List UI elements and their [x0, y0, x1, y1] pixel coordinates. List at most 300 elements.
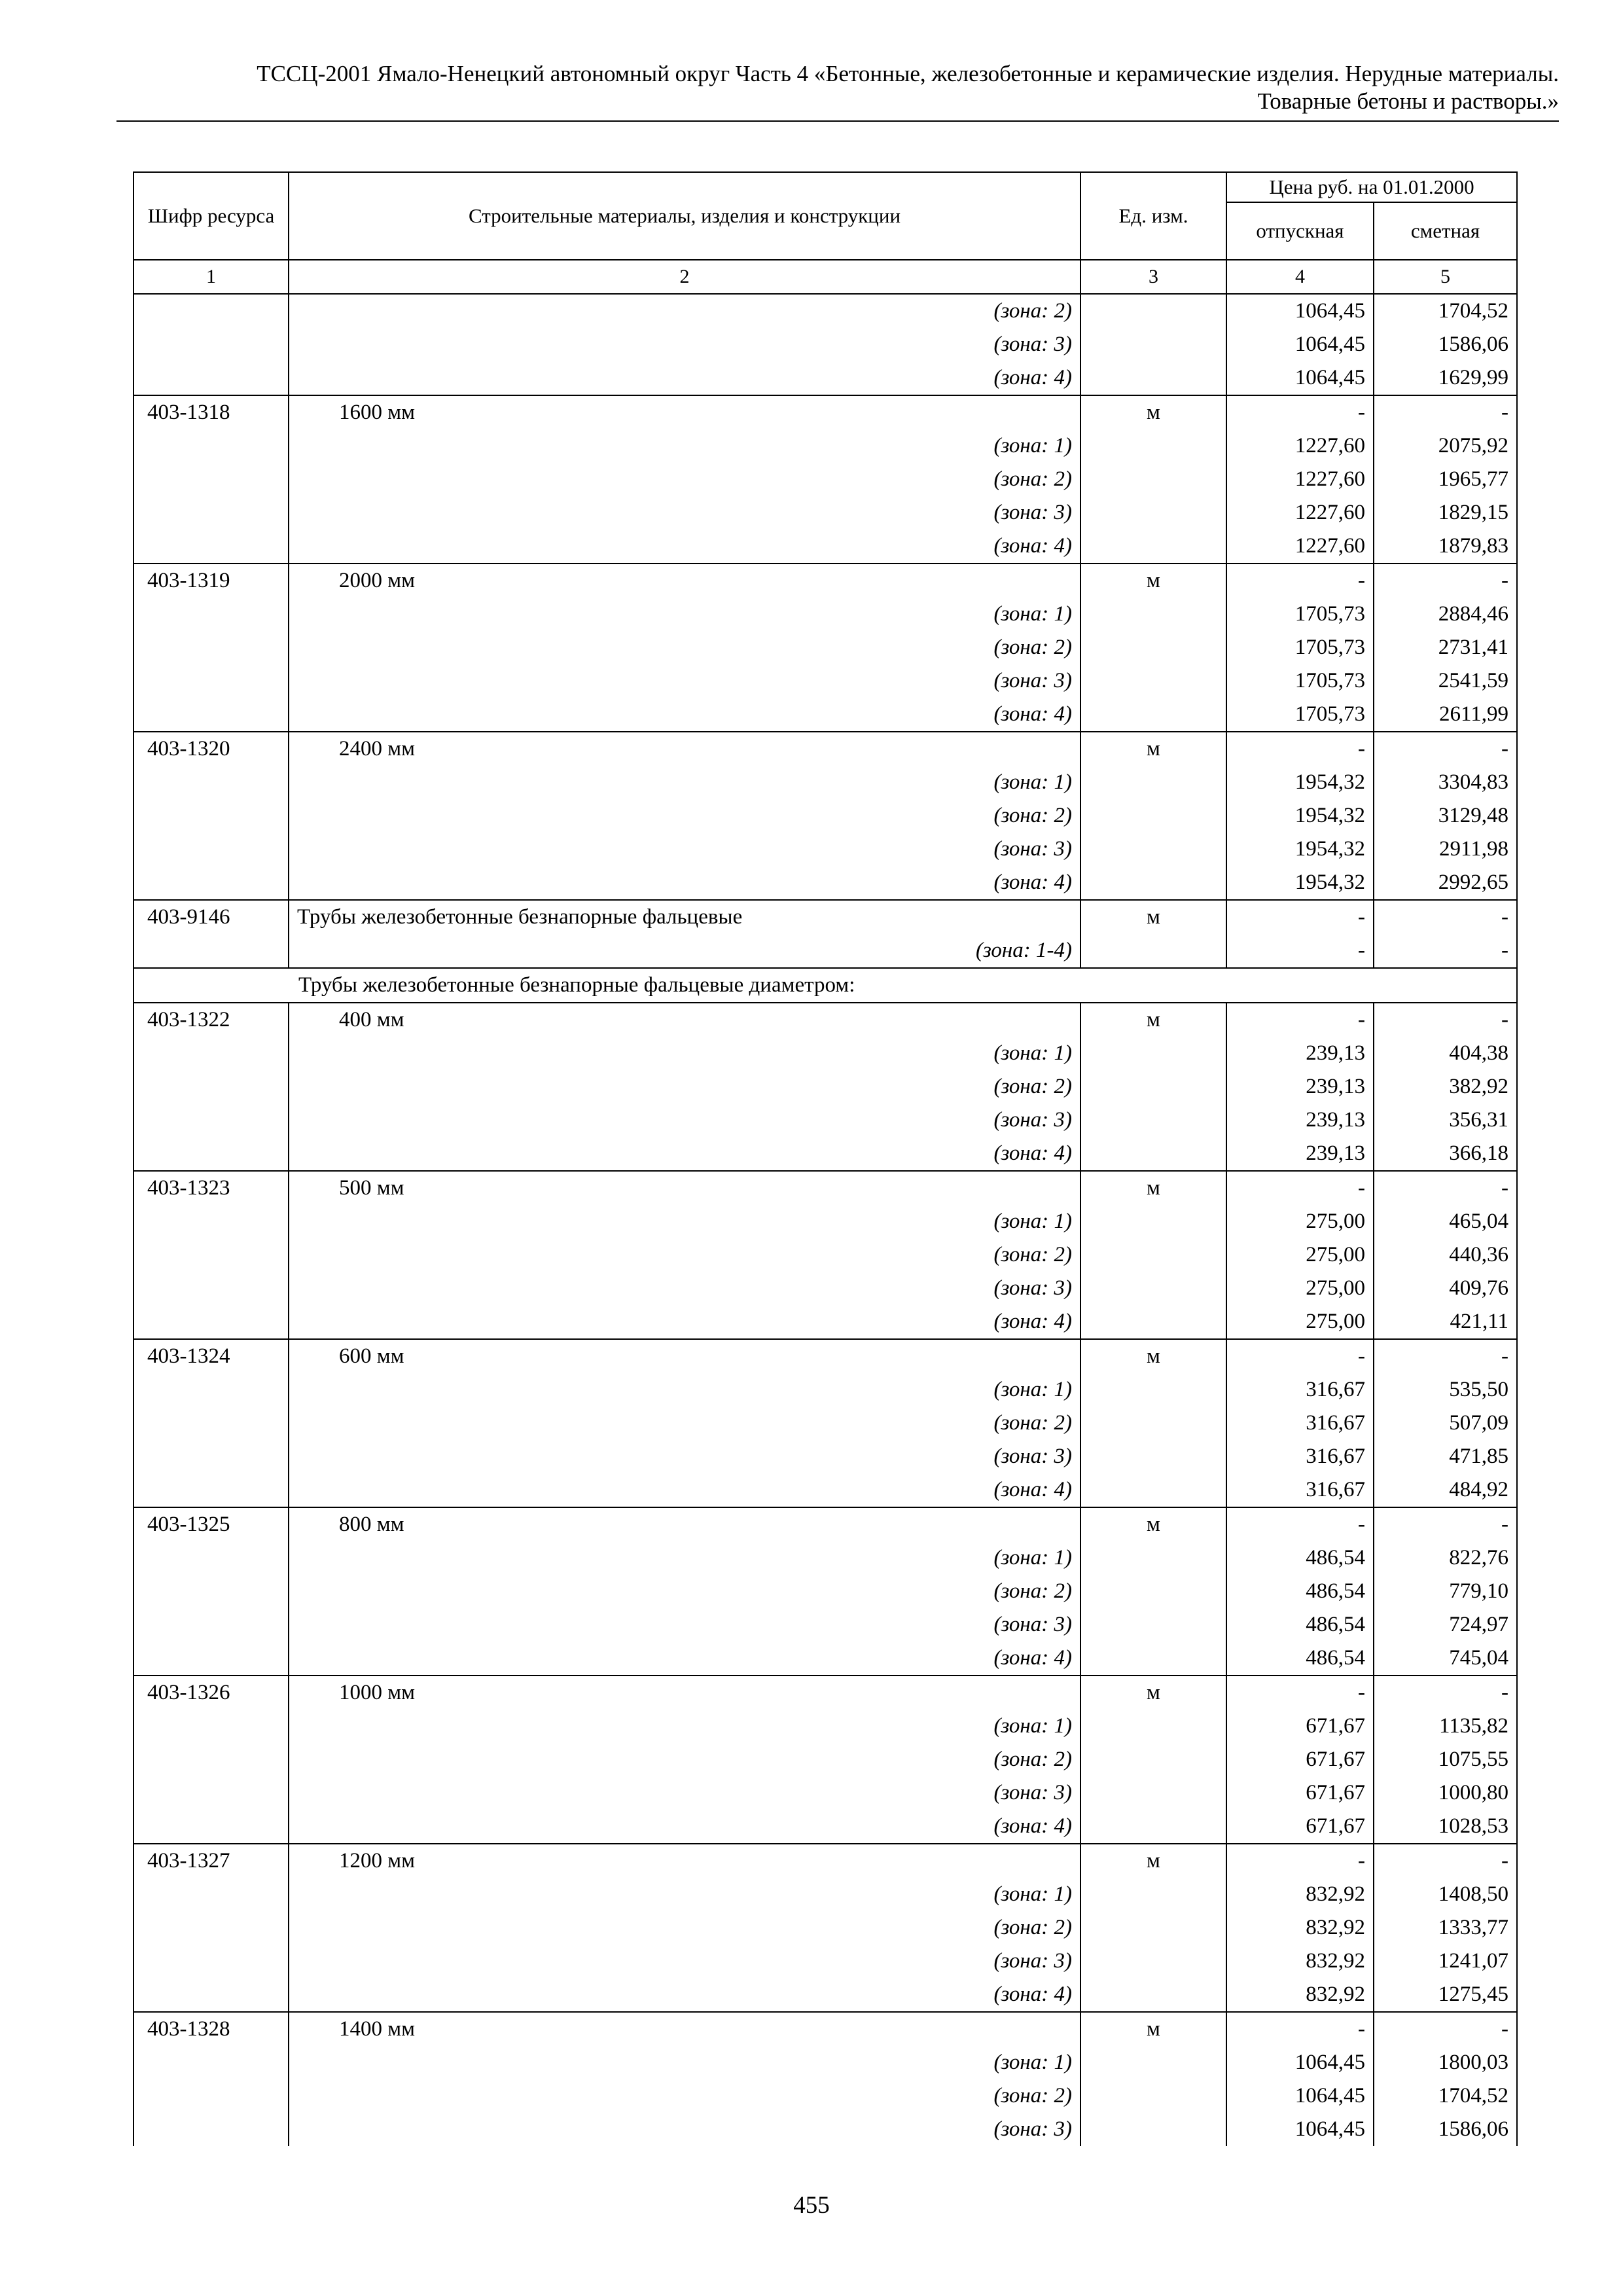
estimate-price: 2731,41 — [1374, 631, 1517, 664]
resource-code — [134, 2046, 289, 2079]
resource-code — [134, 1710, 289, 1743]
release-price: 1705,73 — [1226, 598, 1374, 631]
estimate-price: 1075,55 — [1374, 1743, 1517, 1776]
column-number: 4 — [1226, 260, 1374, 294]
table-row — [134, 1844, 1517, 1878]
resource-code — [134, 2079, 289, 2113]
column-number: 3 — [1080, 260, 1226, 294]
table-row — [134, 1272, 1517, 1305]
unit-cell — [1080, 698, 1226, 732]
table-row — [134, 1507, 1517, 1541]
table-row — [134, 1238, 1517, 1272]
resource-code — [134, 833, 289, 866]
estimate-price: 1333,77 — [1374, 1911, 1517, 1945]
resource-code — [134, 766, 289, 799]
page-header — [116, 60, 1559, 115]
zone-label: (зона: 2) — [289, 1575, 1080, 1608]
estimate-price: 1704,52 — [1374, 294, 1517, 328]
unit-cell — [1080, 1710, 1226, 1743]
release-price: 1064,45 — [1226, 328, 1374, 361]
header-estimate-price: сметная — [1374, 202, 1517, 260]
estimate-price: - — [1374, 1676, 1517, 1710]
resource-code — [134, 1272, 289, 1305]
resource-code — [134, 1810, 289, 1844]
unit-cell — [1080, 1205, 1226, 1238]
release-price: - — [1226, 934, 1374, 968]
release-price: 1064,45 — [1226, 2046, 1374, 2079]
unit-cell — [1080, 1407, 1226, 1440]
unit-cell: м — [1080, 2012, 1226, 2046]
table-row — [134, 361, 1517, 395]
release-price: 1705,73 — [1226, 631, 1374, 664]
resource-code — [134, 598, 289, 631]
zone-label: (зона: 3) — [289, 1440, 1080, 1473]
resource-code — [134, 1305, 289, 1339]
table-row — [134, 2079, 1517, 2113]
resource-code: 403-1320 — [134, 732, 289, 766]
estimate-price: 465,04 — [1374, 1205, 1517, 1238]
unit-cell — [1080, 1137, 1226, 1171]
column-number: 1 — [134, 260, 289, 294]
header-divider — [116, 120, 1559, 122]
table-row — [134, 1440, 1517, 1473]
zone-label: (зона: 3) — [289, 1945, 1080, 1978]
table-row — [134, 1103, 1517, 1137]
resource-code — [134, 1473, 289, 1507]
table-row — [134, 1743, 1517, 1776]
resource-code: 403-1327 — [134, 1844, 289, 1878]
zone-label: (зона: 1) — [289, 1205, 1080, 1238]
table-row — [134, 968, 1517, 1003]
table-row — [134, 1003, 1517, 1037]
resource-code — [134, 1878, 289, 1911]
table-row — [134, 1676, 1517, 1710]
table-row — [134, 328, 1517, 361]
estimate-price: 1829,15 — [1374, 496, 1517, 529]
unit-cell — [1080, 1473, 1226, 1507]
zone-label: (зона: 1) — [289, 1373, 1080, 1407]
price-table-header — [134, 172, 1517, 294]
resource-code: 403-9146 — [134, 900, 289, 934]
zone-label: (зона: 4) — [289, 1137, 1080, 1171]
unit-cell — [1080, 2113, 1226, 2146]
table-row — [134, 1945, 1517, 1978]
unit-cell — [1080, 934, 1226, 968]
resource-code — [134, 1575, 289, 1608]
estimate-price: 409,76 — [1374, 1272, 1517, 1305]
estimate-price: 2884,46 — [1374, 598, 1517, 631]
zone-label: (зона: 2) — [289, 1911, 1080, 1945]
table-row — [134, 429, 1517, 463]
estimate-price: 440,36 — [1374, 1238, 1517, 1272]
zone-label: (зона: 4) — [289, 361, 1080, 395]
zone-label: (зона: 1) — [289, 429, 1080, 463]
resource-code — [134, 294, 289, 328]
release-price: - — [1226, 1507, 1374, 1541]
resource-code — [134, 799, 289, 833]
table-row — [134, 529, 1517, 564]
table-row — [134, 1978, 1517, 2012]
table-row — [134, 1205, 1517, 1238]
estimate-price: - — [1374, 934, 1517, 968]
release-price: 1227,60 — [1226, 429, 1374, 463]
unit-cell — [1080, 1978, 1226, 2012]
unit-cell — [1080, 1608, 1226, 1641]
table-row — [134, 463, 1517, 496]
zone-label: (зона: 2) — [289, 799, 1080, 833]
resource-code: 403-1328 — [134, 2012, 289, 2046]
material-name: 1600 мм — [289, 395, 1080, 429]
resource-code: 403-1323 — [134, 1171, 289, 1205]
column-number: 2 — [289, 260, 1080, 294]
table-row — [134, 1373, 1517, 1407]
release-price: 1064,45 — [1226, 361, 1374, 395]
unit-cell — [1080, 1911, 1226, 1945]
zone-label: (зона: 2) — [289, 1070, 1080, 1103]
unit-cell: м — [1080, 900, 1226, 934]
table-row — [134, 1911, 1517, 1945]
estimate-price: 724,97 — [1374, 1608, 1517, 1641]
table-row — [134, 1305, 1517, 1339]
zone-label: (зона: 4) — [289, 1305, 1080, 1339]
table-row — [134, 1473, 1517, 1507]
zone-label: (зона: 2) — [289, 1238, 1080, 1272]
zone-label: (зона: 4) — [289, 1641, 1080, 1676]
estimate-price: 421,11 — [1374, 1305, 1517, 1339]
estimate-price: 1879,83 — [1374, 529, 1517, 564]
estimate-price: - — [1374, 1507, 1517, 1541]
table-row — [134, 496, 1517, 529]
release-price: 486,54 — [1226, 1641, 1374, 1676]
estimate-price: 1704,52 — [1374, 2079, 1517, 2113]
release-price: 1705,73 — [1226, 664, 1374, 698]
material-name: 800 мм — [289, 1507, 1080, 1541]
resource-code — [134, 1238, 289, 1272]
estimate-price: 2611,99 — [1374, 698, 1517, 732]
zone-label: (зона: 3) — [289, 1608, 1080, 1641]
estimate-price: 1241,07 — [1374, 1945, 1517, 1978]
resource-code — [134, 664, 289, 698]
resource-code — [134, 698, 289, 732]
unit-cell — [1080, 1641, 1226, 1676]
unit-cell: м — [1080, 1171, 1226, 1205]
estimate-price: 1408,50 — [1374, 1878, 1517, 1911]
estimate-price: 366,18 — [1374, 1137, 1517, 1171]
zone-label: (зона: 3) — [289, 1272, 1080, 1305]
table-row — [134, 934, 1517, 968]
release-price: 1954,32 — [1226, 766, 1374, 799]
zone-label: (зона: 1) — [289, 766, 1080, 799]
header-code: Шифр ресурса — [134, 172, 289, 260]
estimate-price: 507,09 — [1374, 1407, 1517, 1440]
zone-label: (зона: 3) — [289, 833, 1080, 866]
zone-label: (зона: 1) — [289, 2046, 1080, 2079]
release-price: 1227,60 — [1226, 496, 1374, 529]
unit-cell — [1080, 631, 1226, 664]
unit-cell — [1080, 1878, 1226, 1911]
estimate-price: 779,10 — [1374, 1575, 1517, 1608]
unit-cell: м — [1080, 1339, 1226, 1373]
resource-code: 403-1326 — [134, 1676, 289, 1710]
resource-code — [134, 934, 289, 968]
resource-code: 403-1318 — [134, 395, 289, 429]
table-row — [134, 2113, 1517, 2146]
release-price: 1064,45 — [1226, 2113, 1374, 2146]
resource-code — [134, 1608, 289, 1641]
column-number: 5 — [1374, 260, 1517, 294]
release-price: 486,54 — [1226, 1575, 1374, 1608]
unit-cell — [1080, 1743, 1226, 1776]
material-name: 1200 мм — [289, 1844, 1080, 1878]
header-release-price: отпускная — [1226, 202, 1374, 260]
unit-cell — [1080, 866, 1226, 900]
unit-cell — [1080, 1373, 1226, 1407]
estimate-price: - — [1374, 1844, 1517, 1878]
release-price: 275,00 — [1226, 1305, 1374, 1339]
unit-cell — [1080, 463, 1226, 496]
release-price: 316,67 — [1226, 1373, 1374, 1407]
table-row — [134, 833, 1517, 866]
estimate-price: 484,92 — [1374, 1473, 1517, 1507]
estimate-price: - — [1374, 1171, 1517, 1205]
release-price: - — [1226, 2012, 1374, 2046]
unit-cell — [1080, 799, 1226, 833]
resource-code — [134, 361, 289, 395]
estimate-price: 356,31 — [1374, 1103, 1517, 1137]
resource-code: 403-1325 — [134, 1507, 289, 1541]
release-price: 275,00 — [1226, 1238, 1374, 1272]
table-row — [134, 1137, 1517, 1171]
unit-cell — [1080, 664, 1226, 698]
estimate-price: 2541,59 — [1374, 664, 1517, 698]
estimate-price: 2992,65 — [1374, 866, 1517, 900]
table-row — [134, 1171, 1517, 1205]
zone-label: (зона: 1-4) — [289, 934, 1080, 968]
table-row — [134, 1541, 1517, 1575]
table-row — [134, 1070, 1517, 1103]
table-row — [134, 1339, 1517, 1373]
zone-label: (зона: 2) — [289, 1743, 1080, 1776]
resource-code — [134, 463, 289, 496]
estimate-price: - — [1374, 1339, 1517, 1373]
zone-label: (зона: 3) — [289, 1776, 1080, 1810]
unit-cell — [1080, 1575, 1226, 1608]
estimate-price: 822,76 — [1374, 1541, 1517, 1575]
unit-cell — [1080, 1238, 1226, 1272]
resource-code: 403-1324 — [134, 1339, 289, 1373]
resource-code — [134, 1070, 289, 1103]
table-row — [134, 766, 1517, 799]
table-row — [134, 564, 1517, 598]
release-price: - — [1226, 564, 1374, 598]
resource-code — [134, 1978, 289, 2012]
release-price: 316,67 — [1226, 1440, 1374, 1473]
table-row — [134, 664, 1517, 698]
release-price: 671,67 — [1226, 1743, 1374, 1776]
header-price-group: Цена руб. на 01.01.2000 — [1226, 172, 1517, 202]
table-row — [134, 598, 1517, 631]
resource-code — [134, 1911, 289, 1945]
estimate-price: 1028,53 — [1374, 1810, 1517, 1844]
release-price: 1227,60 — [1226, 463, 1374, 496]
estimate-price: 404,38 — [1374, 1037, 1517, 1070]
zone-label: (зона: 1) — [289, 1710, 1080, 1743]
resource-code — [134, 866, 289, 900]
release-price: - — [1226, 395, 1374, 429]
unit-cell — [1080, 529, 1226, 564]
zone-label: (зона: 1) — [289, 598, 1080, 631]
estimate-price: 2911,98 — [1374, 833, 1517, 866]
resource-code — [134, 529, 289, 564]
table-row — [134, 1776, 1517, 1810]
header-unit: Ед. изм. — [1080, 172, 1226, 260]
unit-cell — [1080, 1070, 1226, 1103]
resource-code — [134, 1641, 289, 1676]
release-price: - — [1226, 1003, 1374, 1037]
release-price: 316,67 — [1226, 1473, 1374, 1507]
table-row — [134, 799, 1517, 833]
unit-cell: м — [1080, 564, 1226, 598]
unit-cell — [1080, 1103, 1226, 1137]
table-row — [134, 900, 1517, 934]
resource-code: 403-1322 — [134, 1003, 289, 1037]
material-name: 600 мм — [289, 1339, 1080, 1373]
estimate-price: 471,85 — [1374, 1440, 1517, 1473]
zone-label: (зона: 1) — [289, 1541, 1080, 1575]
release-price: 275,00 — [1226, 1272, 1374, 1305]
unit-cell — [1080, 1440, 1226, 1473]
resource-code — [134, 1541, 289, 1575]
estimate-price: 1586,06 — [1374, 2113, 1517, 2146]
release-price: 275,00 — [1226, 1205, 1374, 1238]
zone-label: (зона: 2) — [289, 294, 1080, 328]
unit-cell: м — [1080, 1676, 1226, 1710]
table-row — [134, 1878, 1517, 1911]
estimate-price: 745,04 — [1374, 1641, 1517, 1676]
estimate-price: - — [1374, 1003, 1517, 1037]
release-price: - — [1226, 732, 1374, 766]
estimate-price: 1965,77 — [1374, 463, 1517, 496]
table-row — [134, 732, 1517, 766]
unit-cell — [1080, 294, 1226, 328]
unit-cell — [1080, 598, 1226, 631]
table-row — [134, 698, 1517, 732]
resource-code — [134, 1137, 289, 1171]
unit-cell — [1080, 1305, 1226, 1339]
zone-label: (зона: 3) — [289, 328, 1080, 361]
release-price: 1064,45 — [1226, 294, 1374, 328]
resource-code — [134, 1205, 289, 1238]
material-name: 1400 мм — [289, 2012, 1080, 2046]
release-price: - — [1226, 1676, 1374, 1710]
unit-cell — [1080, 1272, 1226, 1305]
unit-cell — [1080, 361, 1226, 395]
resource-code: 403-1319 — [134, 564, 289, 598]
resource-code — [134, 496, 289, 529]
table-row — [134, 1810, 1517, 1844]
unit-cell — [1080, 833, 1226, 866]
table-row — [134, 1407, 1517, 1440]
estimate-price: 1629,99 — [1374, 361, 1517, 395]
resource-code — [134, 1407, 289, 1440]
release-price: 239,13 — [1226, 1070, 1374, 1103]
release-price: 832,92 — [1226, 1911, 1374, 1945]
table-row — [134, 294, 1517, 328]
zone-label: (зона: 3) — [289, 496, 1080, 529]
zone-label: (зона: 2) — [289, 2079, 1080, 2113]
release-price: 239,13 — [1226, 1137, 1374, 1171]
material-name: 1000 мм — [289, 1676, 1080, 1710]
estimate-price: 1000,80 — [1374, 1776, 1517, 1810]
table-row — [134, 1037, 1517, 1070]
zone-label: (зона: 2) — [289, 1407, 1080, 1440]
release-price: 832,92 — [1226, 1878, 1374, 1911]
header-name: Строительные материалы, изделия и конструкции — [289, 172, 1080, 260]
estimate-price: 3129,48 — [1374, 799, 1517, 833]
material-name: 500 мм — [289, 1171, 1080, 1205]
table-row — [134, 1575, 1517, 1608]
zone-label: (зона: 3) — [289, 1103, 1080, 1137]
release-price: - — [1226, 1844, 1374, 1878]
unit-cell — [1080, 1945, 1226, 1978]
section-title: Трубы железобетонные безнапорные фальцевые диаметром: — [134, 968, 1517, 1003]
table-row — [134, 631, 1517, 664]
resource-code — [134, 1103, 289, 1137]
release-price: 832,92 — [1226, 1978, 1374, 2012]
resource-code — [134, 1037, 289, 1070]
table-row — [134, 395, 1517, 429]
resource-code — [134, 328, 289, 361]
release-price: 671,67 — [1226, 1810, 1374, 1844]
header-line-2: Товарные бетоны и растворы.» — [1257, 88, 1559, 114]
estimate-price: 1586,06 — [1374, 328, 1517, 361]
resource-code — [134, 2113, 289, 2146]
unit-cell: м — [1080, 732, 1226, 766]
unit-cell — [1080, 1541, 1226, 1575]
release-price: 1954,32 — [1226, 799, 1374, 833]
unit-cell: м — [1080, 1003, 1226, 1037]
unit-cell — [1080, 2046, 1226, 2079]
zone-label: (зона: 3) — [289, 2113, 1080, 2146]
resource-code — [134, 1440, 289, 1473]
price-table — [133, 171, 1518, 2146]
zone-label: (зона: 4) — [289, 1473, 1080, 1507]
zone-label: (зона: 3) — [289, 664, 1080, 698]
unit-cell: м — [1080, 395, 1226, 429]
release-price: 486,54 — [1226, 1541, 1374, 1575]
estimate-price: 1800,03 — [1374, 2046, 1517, 2079]
header-line-1: ТССЦ-2001 Ямало-Ненецкий автономный округ Часть 4 «Бетонные, железобетонные и керамические изделия. Нерудные материалы. — [257, 61, 1559, 86]
resource-code — [134, 429, 289, 463]
material-name: 2400 мм — [289, 732, 1080, 766]
price-table-body — [134, 294, 1517, 2146]
release-price: 1954,32 — [1226, 833, 1374, 866]
unit-cell — [1080, 496, 1226, 529]
material-name: Трубы железобетонные безнапорные фальцевые — [289, 900, 1080, 934]
estimate-price: 3304,83 — [1374, 766, 1517, 799]
table-row — [134, 1641, 1517, 1676]
release-price: 486,54 — [1226, 1608, 1374, 1641]
resource-code — [134, 631, 289, 664]
estimate-price: 1275,45 — [1374, 1978, 1517, 2012]
zone-label: (зона: 1) — [289, 1037, 1080, 1070]
table-row — [134, 1608, 1517, 1641]
release-price: 239,13 — [1226, 1103, 1374, 1137]
zone-label: (зона: 4) — [289, 1978, 1080, 2012]
unit-cell — [1080, 429, 1226, 463]
estimate-price: 1135,82 — [1374, 1710, 1517, 1743]
table-row — [134, 2046, 1517, 2079]
